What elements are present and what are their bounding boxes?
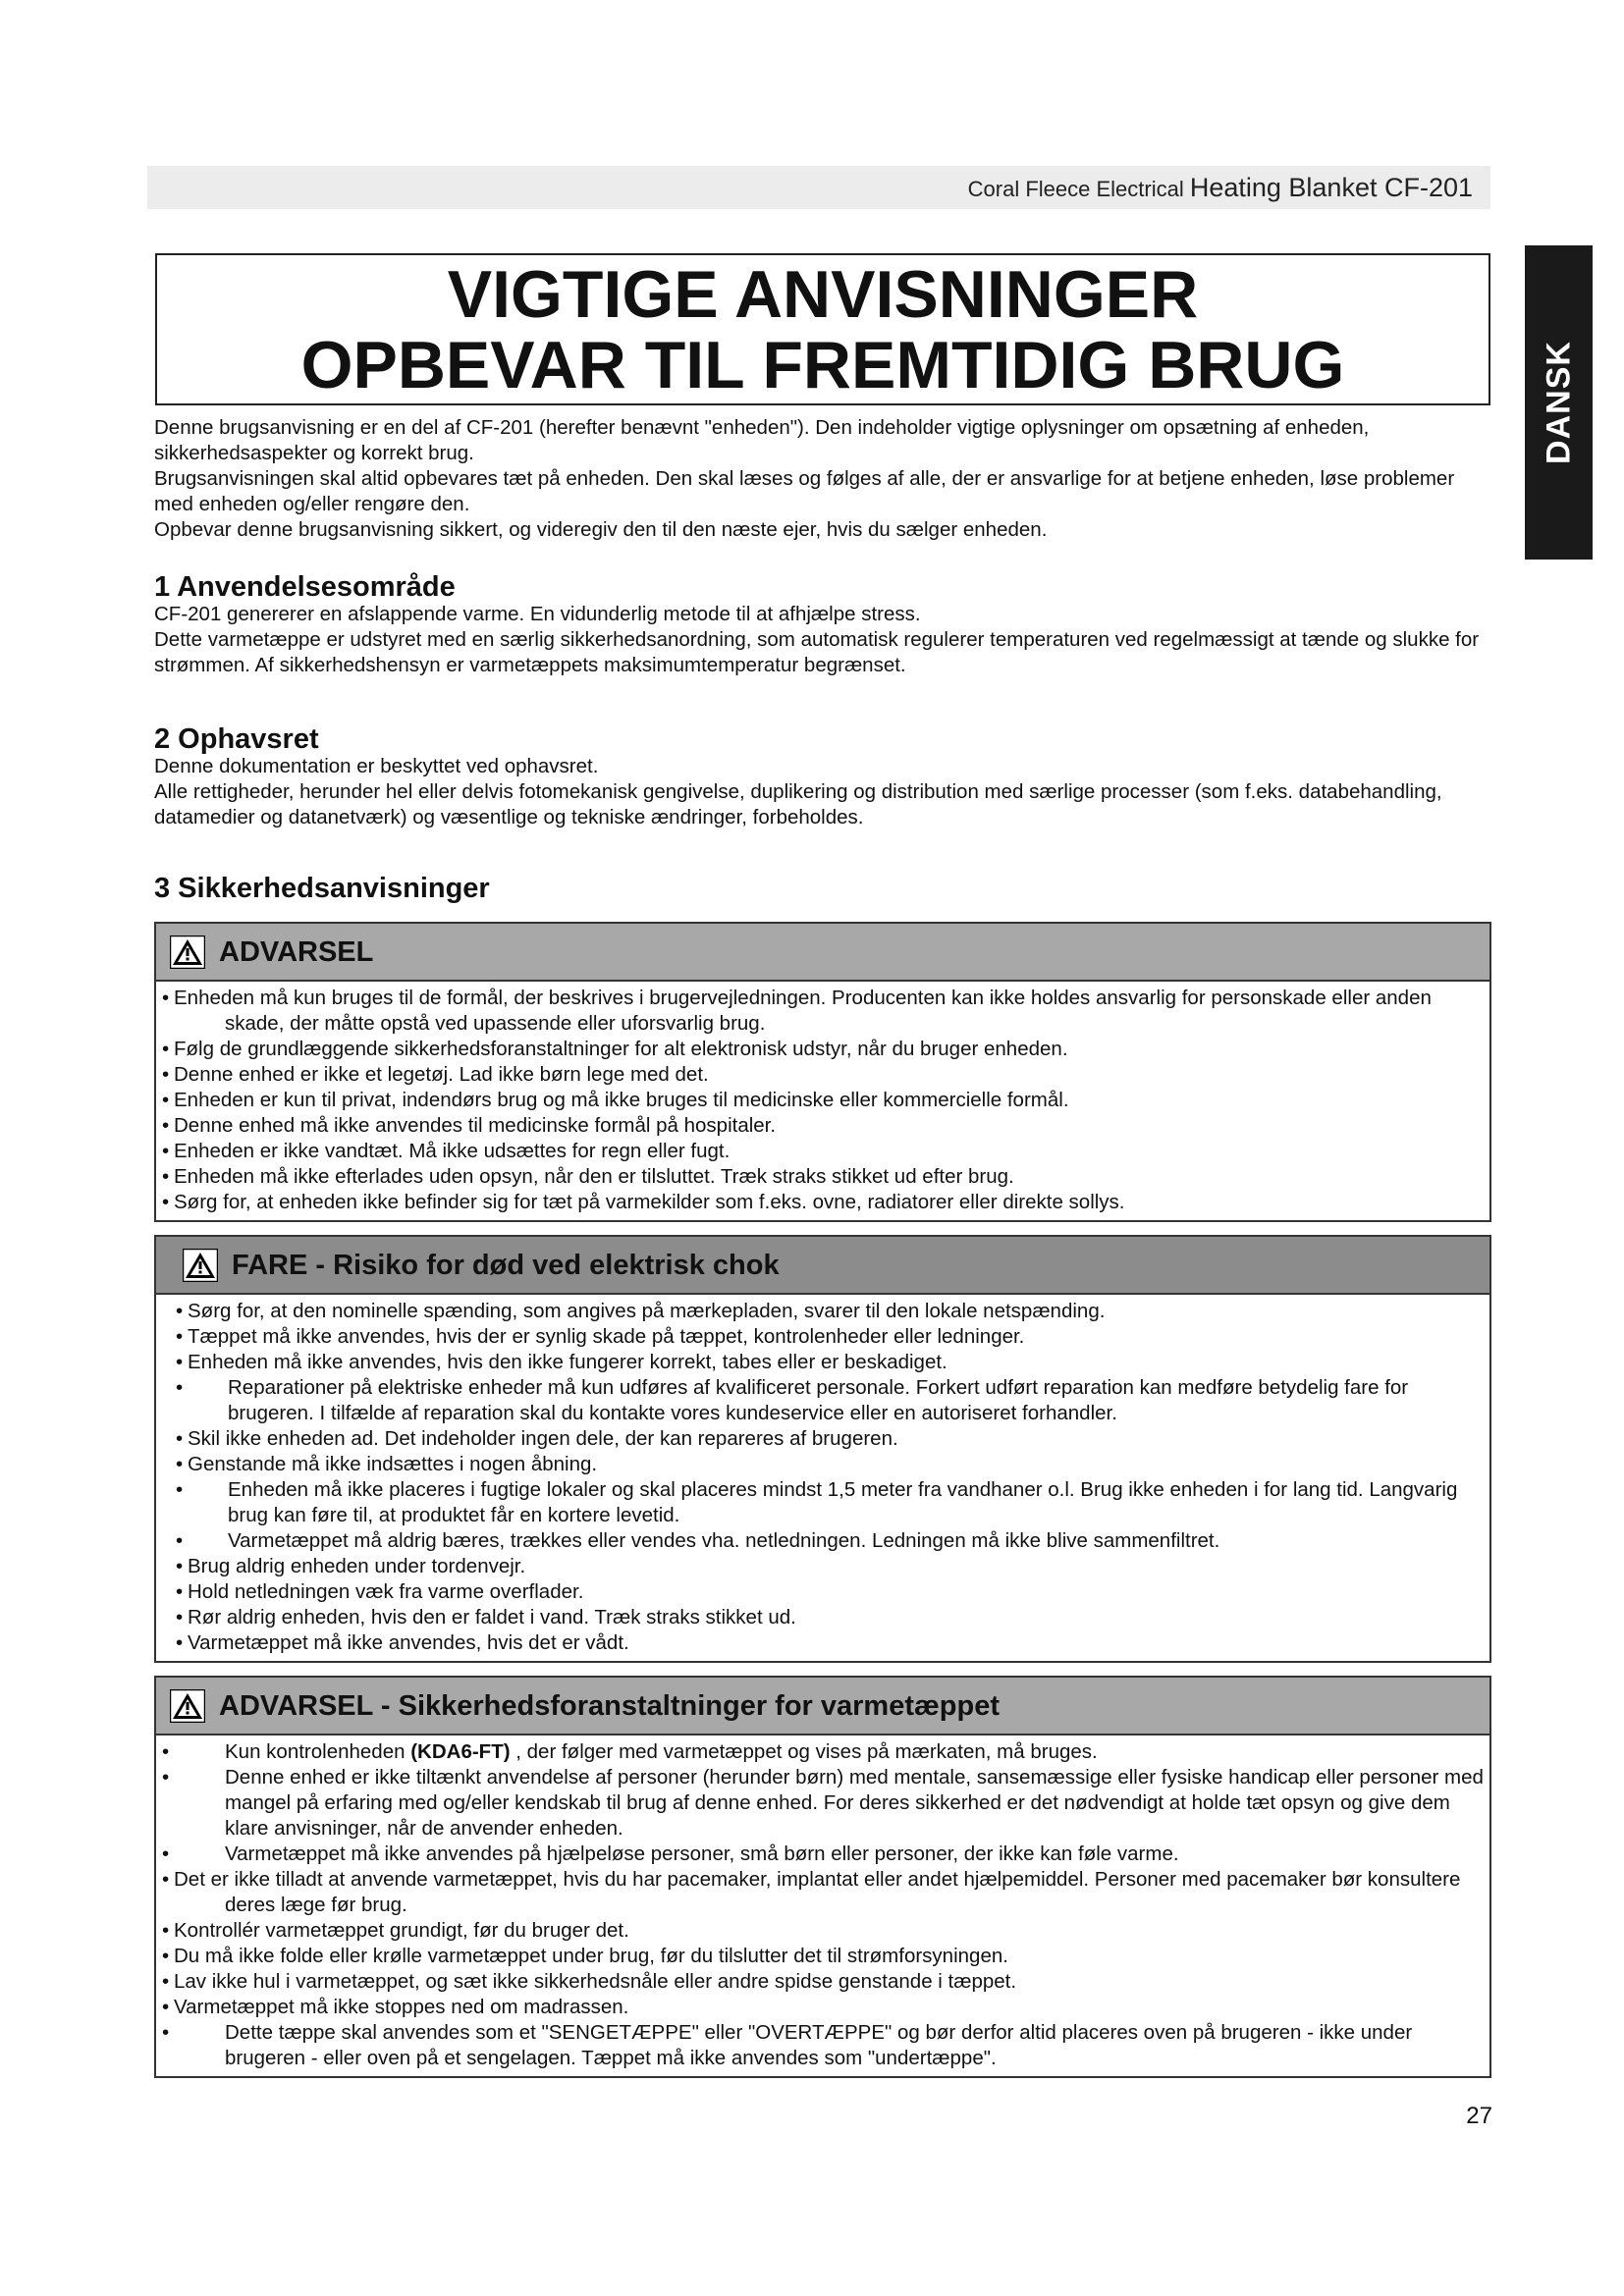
warning-box <box>154 922 1491 1222</box>
list-item: • Tæppet må ikke anvendes, hvis der er synlig skade på tæppet, kontrolenheder eller ledninger. <box>176 1325 1025 1348</box>
list-item: • Reparationer på elektriske enheder må kun udføres af kvalificeret personale. Forkert udført reparation kan medføre betydelig fare for brugeren. I tilfælde af reparation skal du kontakte vores kundeservice eller en autoriseret forhandler. <box>176 1376 1409 1424</box>
blanket-warning-box <box>154 1676 1491 2078</box>
header-product-prefix: Coral Fleece Electrical <box>967 177 1184 201</box>
list-item: • Brug aldrig enheden under tordenvejr. <box>176 1555 526 1577</box>
list-item: • Du må ikke folde eller krølle varmetæppet under brug, før du tilslutter det til strømforsyningen. <box>162 1945 1008 1967</box>
danger-box <box>154 1235 1491 1663</box>
document-header <box>147 166 1490 209</box>
list-item: • Denne enhed er ikke et legetøj. Lad ikke børn lege med det. <box>162 1063 709 1086</box>
language-tab-label: DANSK <box>1540 341 1577 464</box>
title-box <box>155 253 1490 405</box>
list-item: • Rør aldrig enheden, hvis den er faldet i vand. Træk straks stikket ud. <box>176 1606 796 1629</box>
list-item: • Skil ikke enheden ad. Det indeholder ingen dele, der kan repareres af brugeren. <box>176 1427 898 1450</box>
list-item: • Varmetæppet må ikke anvendes på hjælpeløse personer, små børn eller personer, der ikke kan føle varme. <box>162 1842 1179 1865</box>
list-item: • Denne enhed må ikke anvendes til medicinske formål på hospitaler. <box>162 1114 777 1137</box>
intro-paragraph: Denne brugsanvisning er en del af CF-201 (herefter benævnt "enheden"). Den indeholder vigtige oplysninger om opsætning af enheden, sikkerhedsaspekter og korrekt brug. <box>154 416 1370 464</box>
warning-triangle-icon <box>183 1249 218 1282</box>
warning-box-header <box>156 924 1489 982</box>
blanket-warning-box-list <box>156 1735 1489 2076</box>
header-product-name: Heating Blanket CF-201 <box>1189 173 1473 202</box>
list-item: • Sørg for, at den nominelle spænding, som angives på mærkepladen, svarer til den lokale netspænding. <box>176 1300 1106 1322</box>
section-3-heading: 3 Sikkerhedsanvisninger <box>154 873 490 904</box>
list-item: • Enheden må ikke anvendes, hvis den ikke fungerer korrekt, tabes eller er beskadiget. <box>176 1351 947 1373</box>
danger-box-list <box>156 1295 1489 1661</box>
list-item: • Genstande må ikke indsættes i nogen åbning. <box>176 1453 598 1475</box>
warning-box-list <box>156 982 1489 1220</box>
list-item: • Denne enhed er ikke tiltænkt anvendelse af personer (herunder børn) med mentale, sansemæssige eller fysiske handicap eller personer med mangel på erfaring med og/eller kendskab til brug af denne enhed. For deres sikkerhed er det nødvendigt at holde tæt opsyn og give dem klare anvisninger, når de anvender enheden. <box>162 1766 1484 1840</box>
control-unit-model: (KDA6-FT) <box>410 1740 511 1763</box>
warning-triangle-icon <box>170 1689 205 1723</box>
list-item: • Lav ikke hul i varmetæppet, og sæt ikke sikkerhedsnåle eller andre spidse genstande i tæppet. <box>162 1970 1017 1993</box>
section-1-heading: 1 Anvendelsesområde <box>154 571 456 603</box>
intro-paragraph: Brugsanvisningen skal altid opbevares tæt på enheden. Den skal læses og følges af alle, der er ansvarlige for at betjene enheden, løse problemer med enheden og/eller rengøre den. <box>154 467 1455 515</box>
section-2-paragraph: Denne dokumentation er beskyttet ved ophavsret. <box>154 755 599 777</box>
list-item: • Kontrollér varmetæppet grundigt, før du bruger det. <box>162 1919 629 1942</box>
page-content <box>154 415 1491 2091</box>
title-line-1: VIGTIGE ANVISNINGER <box>447 257 1199 332</box>
section-1-paragraph: CF-201 genererer en afslappende varme. En vidunderlig metode til at afhjælpe stress. <box>154 603 921 625</box>
list-item: • Varmetæppet må ikke anvendes, hvis det er vådt. <box>176 1631 629 1654</box>
warning-triangle-icon <box>170 935 205 969</box>
list-item: • Det er ikke tilladt at anvende varmetæppet, hvis du har pacemaker, implantat eller andet hjælpemiddel. Personer med pacemaker bør konsultere deres læge før brug. <box>162 1868 1461 1916</box>
blanket-warning-box-title: ADVARSEL - Sikkerhedsforanstaltninger for varmetæppet <box>219 1689 1000 1722</box>
list-item: • Varmetæppet må ikke stoppes ned om madrassen. <box>162 1996 629 2018</box>
warning-box-title: ADVARSEL <box>219 935 374 968</box>
language-tab <box>1525 245 1593 560</box>
list-item: • Varmetæppet må aldrig bæres, trækkes eller vendes vha. netledningen. Ledningen må ikke blive sammenfiltret. <box>176 1529 1220 1552</box>
title-line-2: OPBEVAR TIL FREMTIDIG BRUG <box>300 328 1345 402</box>
danger-box-header <box>156 1237 1489 1295</box>
list-item: • Enheden er ikke vandtæt. Må ikke udsættes for regn eller fugt. <box>162 1140 731 1162</box>
list-item: • Følg de grundlæggende sikkerhedsforanstaltninger for alt elektronisk udstyr, når du bruger enheden. <box>162 1038 1068 1060</box>
section-2-heading: 2 Ophavsret <box>154 723 319 755</box>
list-item: • Enheden må ikke efterlades uden opsyn, når den er tilsluttet. Træk straks stikket ud efter brug. <box>162 1165 1014 1188</box>
list-item: • Sørg for, at enheden ikke befinder sig for tæt på varmekilder som f.eks. ovne, radiatorer eller direkte sollys. <box>162 1191 1125 1213</box>
list-item: • Dette tæppe skal anvendes som et "SENGETÆPPE" eller "OVERTÆPPE" og bør derfor altid placeres oven på brugeren - ikke under brugeren - eller oven på et sengelagen. Tæppet må ikke anvendes som "undertæppe". <box>162 2021 1413 2069</box>
intro-paragraph: Opbevar denne brugsanvisning sikkert, og videregiv den til den næste ejer, hvis du sælger enheden. <box>154 518 1048 541</box>
list-item: • Enheden må ikke placeres i fugtige lokaler og skal placeres mindst 1,5 meter fra vandhaner o.l. Brug ikke enheden i for lang tid. Langvarig brug kan føre til, at produktet får en kortere levetid. <box>176 1478 1458 1526</box>
blanket-warning-box-header <box>156 1678 1489 1735</box>
list-item: • Enheden er kun til privat, indendørs brug og må ikke bruges til medicinske eller kommercielle formål. <box>162 1089 1069 1111</box>
page-number: 27 <box>1466 2103 1492 2129</box>
list-item: • Hold netledningen væk fra varme overflader. <box>176 1580 584 1603</box>
section-1-paragraph: Dette varmetæppe er udstyret med en særlig sikkerhedsanordning, som automatisk regulerer temperaturen ved regelmæssigt at tænde og slukke for strømmen. Af sikkerhedshensyn er varmetæppets maksimumtemperatur begrænset. <box>154 628 1480 676</box>
danger-box-title: FARE - Risiko for død ved elektrisk chok <box>232 1249 780 1281</box>
section-2-paragraph: Alle rettigheder, herunder hel eller delvis fotomekanisk gengivelse, duplikering og distribution med særlige processer (som f.eks. databehandling, datamedier og datanetværk) og væsentlige og tekniske ændringer, forbeholdes. <box>154 780 1442 828</box>
list-item: • Enheden må kun bruges til de formål, der beskrives i brugervejledningen. Producenten kan ikke holdes ansvarlig for personskade eller anden skade, der måtte opstå ved upassende eller uforsvarlig brug. <box>162 987 1432 1035</box>
list-item: • Kun kontrolenheden (KDA6-FT) , der følger med varmetæppet og vises på mærkaten, må bruges. <box>162 1740 1098 1763</box>
